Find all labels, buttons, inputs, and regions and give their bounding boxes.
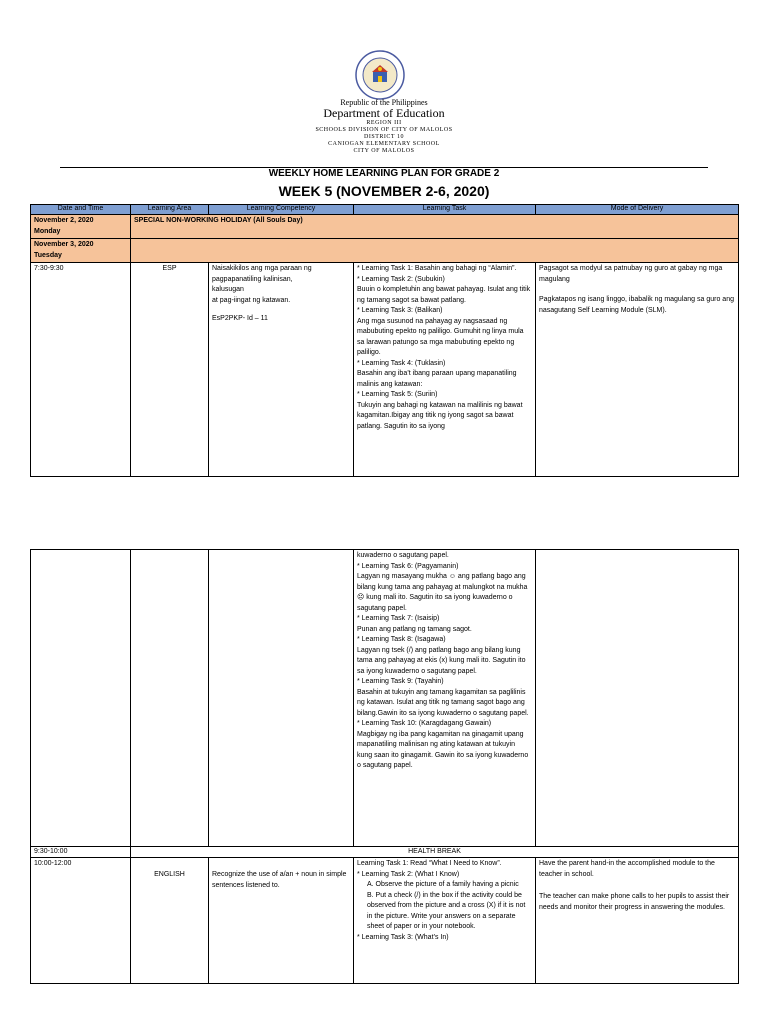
- district-line: DISTRICT 10: [364, 134, 404, 140]
- english-area: ENGLISH: [131, 858, 209, 984]
- esp-task-line: Ang mga susunod na pahayag ay nagsasaad ng mabubuting epekto ng paliligo. Gumuhit ng linya mula sa larawan patungo sa mga mabubuting epekto ng paliligo.: [357, 317, 524, 356]
- city-line: CITY OF MALOLOS: [353, 148, 415, 154]
- break-label: HEALTH BREAK: [131, 847, 739, 858]
- esp-task-line: Tukuyin ang bahagi ng katawan na malilinis ng bawat kagamitan.Ibigay ang titik ng iyong sagot sa bawat patlang. Sagutin ito sa iyong: [357, 401, 523, 430]
- division-line: SCHOOLS DIVISION OF CITY OF MALOLOS: [315, 127, 453, 133]
- esp-competency-line: kalusugan: [212, 286, 244, 293]
- esp-mode-line: Pagsagot sa modyul sa patnubay ng guro at gabay ng mga magulang: [539, 265, 723, 283]
- english-task-line: A. Observe the picture of a family having a picnic: [367, 881, 519, 888]
- esp-task-line: * Learning Task 5: (Suriin): [357, 391, 438, 398]
- english-task-line: B. Put a check (/) in the box if the activity could be observed from the picture and a cross (X) if it is not in the picture. Write your answers on a separate sheet of paper or in your notebook.: [367, 891, 526, 930]
- esp-task-line: * Learning Task 8: (Isagawa): [357, 636, 446, 643]
- deped-seal-icon: [355, 50, 405, 100]
- col-header-date: Date and Time: [31, 205, 131, 215]
- esp-mode-line: Pagkatapos ng isang linggo, ibabalik ng magulang sa guro ang nasagutang Self Learning Module (SLM).: [539, 296, 734, 314]
- table-row: [31, 858, 739, 984]
- esp-task-line: * Learning Task 6: (Pagyamanin): [357, 562, 459, 570]
- nov3-day: Tuesday: [34, 251, 62, 259]
- english-task-line: * Learning Task 2: (What I Know): [357, 870, 460, 878]
- department-line: Department of Education: [323, 106, 445, 120]
- esp-task-line: Punan ang patlang ng tamang sagot.: [357, 625, 472, 633]
- esp-competency-line: Naisakikilos ang mga paraan ng: [212, 265, 312, 272]
- english-competency: Recognize the use of a/an + noun in simple sentences listened to.: [209, 858, 354, 984]
- break-time: 9:30-10:00: [31, 847, 131, 858]
- esp-task-line: Lagyan ng masayang mukha ☺ ang patlang bago ang bilang kung tama ang pahayag at malungkot na mukha ☹ kung mali ito. Sagutin ito sa iyong kuwaderno o sagutang papel.: [357, 573, 528, 612]
- school-line: CANIOGAN ELEMENTARY SCHOOL: [328, 141, 440, 147]
- table-row: [31, 263, 739, 477]
- esp-task-line: Buuin o kompletuhin ang bawat pahayag. Isulat ang titik ng tamang sagot sa bawat patlang.: [357, 286, 531, 304]
- col-header-area: Learning Area: [131, 205, 209, 215]
- nov2-date: November 2, 2020: [34, 217, 94, 224]
- nov3-date: November 3, 2020: [34, 241, 94, 248]
- english-task-line: * Learning Task 3: (What’s In): [357, 933, 449, 941]
- esp-area: ESP: [131, 263, 209, 477]
- esp-task-line: * Learning Task 10: (Karagdagang Gawain): [357, 720, 492, 727]
- esp-task-line: Basahin ang iba’t ibang paraan upang mapanatiling malinis ang katawan:: [357, 370, 517, 388]
- esp-task-line: * Learning Task 7: (Isaisip): [357, 615, 440, 622]
- esp-task-line: Basahin at tukuyin ang tamang kagamitan sa paglilinis ng katawan. Isulat ang titik ng tamang sagot bago ang bilang.Gawin ito sa iyong kuwaderno o sagutang papel.: [357, 688, 529, 717]
- esp-competency-line: pagpapanatiling kalinisan,: [212, 275, 293, 283]
- esp-task-line: kuwaderno o sagutang papel.: [357, 552, 449, 559]
- esp-task-line: * Learning Task 2: (Subukin): [357, 275, 445, 283]
- col-header-task: Learning Task: [354, 205, 536, 215]
- english-time: 10:00-12:00: [31, 858, 131, 984]
- table-row: [31, 215, 739, 239]
- republic-line: Republic of the Philippines: [340, 98, 428, 107]
- region-line: REGION III: [366, 120, 402, 126]
- esp-task-line: * Learning Task 3: (Balikan): [357, 307, 443, 314]
- esp-task-line: Magbigay ng iba pang kagamitan na ginagamit upang mapanatiling malinisan ng ating katawan at tukuyin kung saan ito ginagamit. Gawin ito sa iyong kuwaderno o sagutang papel.: [357, 730, 529, 769]
- esp-task-line: * Learning Task 9: (Tayahin): [357, 678, 444, 685]
- esp-code: EsP2PKP- Id – 11: [212, 315, 268, 322]
- weekly-plan-table-page2: [30, 549, 739, 984]
- english-mode-line: Have the parent hand-in the accomplished module to the teacher in school.: [539, 860, 715, 878]
- table-row: [31, 239, 739, 263]
- col-header-competency: Learning Competency: [209, 205, 354, 215]
- table-row: [31, 847, 739, 858]
- col-header-mode: Mode of Delivery: [536, 205, 739, 215]
- esp-task-line: * Learning Task 1: Basahin ang bahagi ng “Alamin”.: [357, 265, 517, 272]
- weekly-plan-table-page1: [30, 204, 739, 477]
- holiday-note: SPECIAL NON-WORKING HOLIDAY (All Souls Day): [131, 215, 739, 239]
- english-mode-line: The teacher can make phone calls to her pupils to assist their needs and monitor their progress in answering the modules.: [539, 893, 730, 911]
- english-task-line: Learning Task 1: Read “What I Need to Know”.: [357, 860, 502, 867]
- nov2-day: Monday: [34, 227, 61, 235]
- esp-time: 7:30-9:30: [31, 263, 131, 477]
- esp-competency-line: at pag-iingat ng katawan.: [212, 296, 291, 304]
- esp-task-line: Lagyan ng tsek (/) ang patlang bago ang bilang kung tama ang pahayag at ekis (x) kung mali ito. Sagutin ito sa iyong kuwaderno o sagutang papel.: [357, 646, 526, 675]
- esp-task-line: * Learning Task 4: (Tuklasin): [357, 359, 446, 367]
- table-row: [31, 550, 739, 847]
- week-title: WEEK 5 (NOVEMBER 2-6, 2020): [278, 183, 490, 199]
- plan-title: WEEKLY HOME LEARNING PLAN FOR GRADE 2: [268, 168, 500, 179]
